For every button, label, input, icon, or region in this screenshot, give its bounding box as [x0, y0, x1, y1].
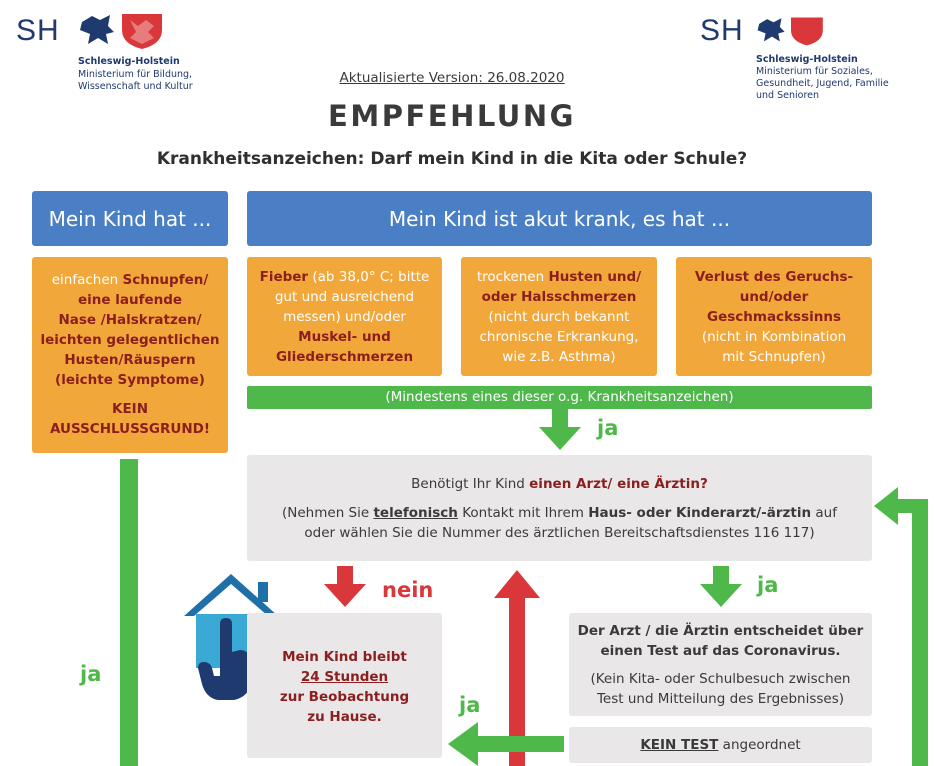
arrow-down-icon	[537, 409, 583, 451]
logo-left-line2: Wissenschaft und Kultur	[78, 81, 193, 92]
nein-label: nein	[382, 578, 434, 602]
fever-box: Fieber (ab 38,0° C; bitte gut und ausreichend messen) und/oder Muskel- und Gliederschmerzen	[247, 257, 442, 376]
minimum-symptoms-bar: (Mindestens eines dieser o.g. Krankheitsanzeichen)	[247, 386, 872, 409]
logo-sh-text: SH	[700, 14, 744, 47]
ja-label: ja	[80, 662, 102, 686]
coat-of-arms-icon	[78, 12, 166, 50]
smell-box: Verlust des Geruchs- und/oder Geschmackssinns (nicht in Kombination mit Schnupfen)	[676, 257, 872, 376]
ja-label: ja	[459, 693, 481, 717]
page-title: EMPFEHLUNG	[328, 99, 576, 133]
logo-right	[700, 12, 920, 102]
doctor-question-box: Benötigt Ihr Kind einen Arzt/ eine Ärztin? (Nehmen Sie telefonisch Kontakt mit Ihrem Haus- oder Kinderarzt/-ärztin auf oder wählen Sie die Nummer des ärztlichen Bereitschaftsdienstes 116 117)	[247, 455, 872, 561]
header-acute: Mein Kind ist akut krank, es hat ...	[247, 191, 872, 246]
ja-label: ja	[757, 573, 779, 597]
page-subtitle: Krankheitsanzeichen: Darf mein Kind in die Kita oder Schule?	[156, 149, 748, 169]
logo-sh-text: SH	[16, 14, 60, 47]
logo-right-line3: und Senioren	[756, 90, 820, 101]
version-date: Aktualisierte Version: 26.08.2020	[339, 70, 565, 86]
arrow-left-icon	[448, 722, 564, 766]
header-mild: Mein Kind hat ...	[32, 191, 228, 246]
test-decision-box: Der Arzt / die Ärztin entscheidet über einen Test auf das Coronavirus. (Kein Kita- oder Schulbesuch zwischen Test und Mitteilung des Ergebnisses)	[569, 613, 872, 716]
ja-label: ja	[597, 416, 619, 440]
logo-left-title: Schleswig-Holstein	[78, 56, 180, 67]
logo-left-line1: Ministerium für Bildung,	[78, 69, 193, 80]
stay-home-box: Mein Kind bleibt 24 Stunden zur Beobachtung zu Hause.	[247, 613, 442, 758]
arrow-down-icon	[698, 566, 744, 608]
cough-box: trockenen Husten und/ oder Halsschmerzen (nicht durch bekannt chronische Erkrankung, wie z.B. Asthma)	[461, 257, 657, 376]
logo-left	[16, 12, 216, 102]
no-test-box: KEIN TEST angeordnet	[569, 727, 872, 763]
arrow-down-red-icon	[322, 566, 368, 608]
logo-right-line2: Gesundheit, Jugend, Familie	[756, 78, 889, 89]
arrow-up-return-icon	[872, 487, 928, 766]
logo-right-line1: Ministerium für Soziales,	[756, 66, 873, 77]
mild-symptoms-box: einfachen Schnupfen/ eine laufende Nase /Halskratzen/ leichten gelegentlichen Husten/Räuspern (leichte Symptome) KEIN AUSSCHLUSSGRUND!	[32, 257, 228, 453]
left-green-flow-line	[120, 459, 138, 766]
logo-right-title: Schleswig-Holstein	[756, 54, 858, 65]
coat-of-arms-icon	[756, 12, 826, 50]
